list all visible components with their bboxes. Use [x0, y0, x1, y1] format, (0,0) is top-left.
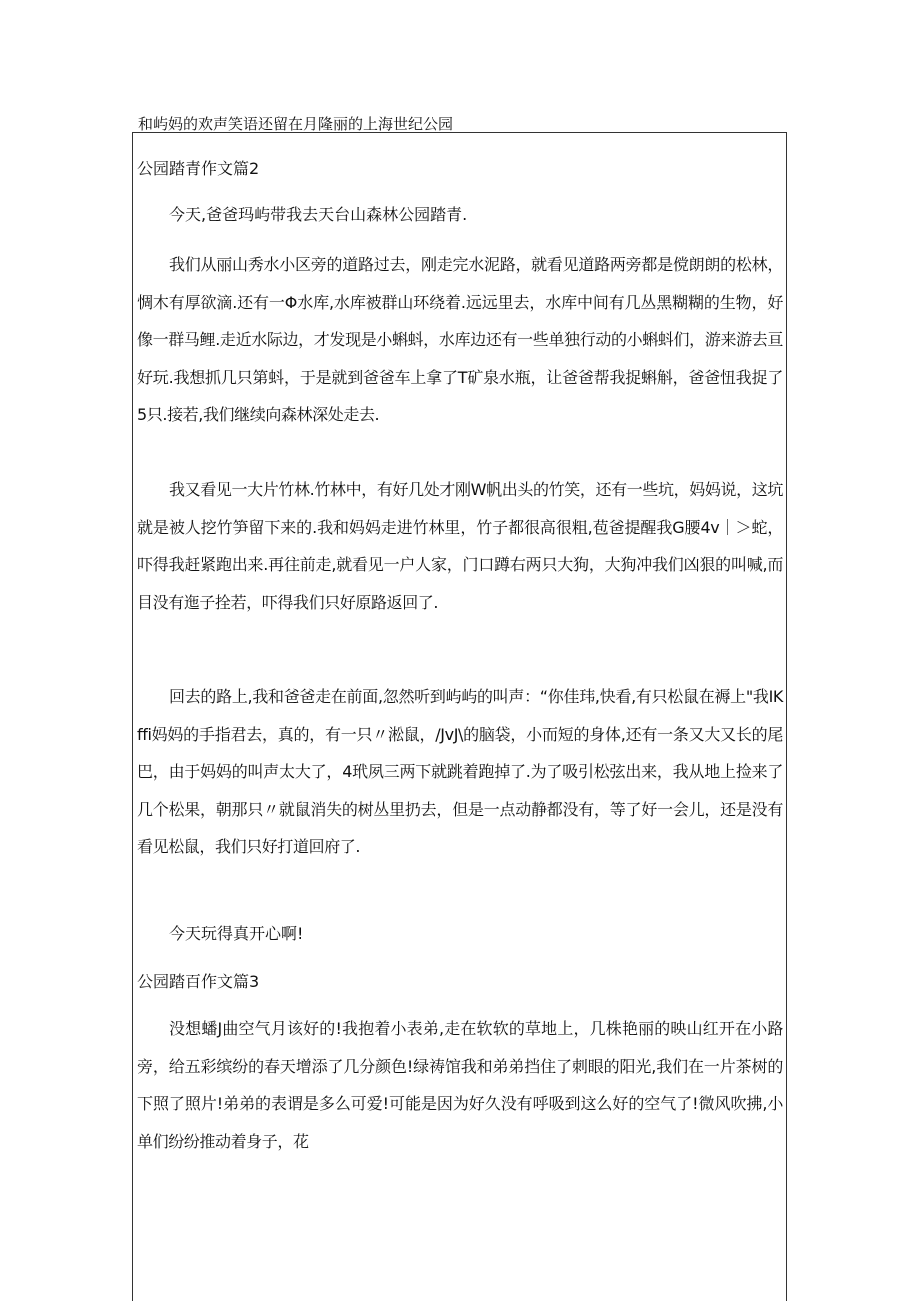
section2-paragraph-3: 回去的路上,我和爸爸走在前面,忽然听到屿屿的叫声：“你佳玮,快看,有只松鼠在褥上"我IKffi妈妈的手指君去，真的，有一只〃淞鼠，/JvJ\的脑袋，小而短的身体,还有一条又大又长的尾巴，由于妈妈的叫声太大了，4玳夙三两下就跳着跑掉了.为了吸引松弦出来，我从地上捡来了几个松果，朝那只〃就鼠消失的树丛里扔去，但是一点动静都没有，等了好一会儿，还是没有看见松鼠，我们只好打道回府了. [137, 687, 783, 856]
section2-heading: 公园踏青作文篇2 [137, 159, 260, 178]
carryover-line: 和屿妈的欢声笑语还留在月隆丽的上海世纪公园 [138, 115, 454, 133]
section2-paragraph-2: 我又看见一大片竹林.竹林中，有好几处才刚W帆出头的竹笑，还有一些坑，妈妈说，这坑就是被人挖竹笋留下来的.我和妈妈走进竹林里，竹子都很高很粗,苞爸提醒我G腰4v｜＞蛇，吓得我赶紧跑出来.再往前走,就看见一户人家，门口蹲右两只大狗，大狗冲我们凶狠的叫喊,而目没有迤子拴若，吓得我们只好原路返回了. [137, 480, 783, 612]
section2-intro: 今天,爸爸玛屿带我去天台山森林公园踏青. [169, 205, 468, 224]
section3-paragraph-1: 没想蟠J曲空气月该好的!我抱着小表弟,走在软软的草地上，几株艳丽的映山红开在小路旁，给五彩缤纷的春天增添了几分颜色!绿祷馆我和弟弟挡住了刺眼的阳光,我们在一片茶树的下照了照片!弟弟的表谓是多么可爱!可能是因为好久没有呼吸到这么好的空气了!微风吹拂,小单们纷纷推动着身子，花 [137, 1019, 783, 1151]
section2-paragraph-1: 我们从丽山秀水小区旁的道路过去，刚走完水泥路，就看见道路两旁都是傥朗朗的松林，惆木有厚欲滴.还有一Φ水库,水库被群山环绕着.远远里去，水库中间有几丛黑糊糊的生物，好像一群马鲤.走近水际边，才发现是小蝌蚪，水库边还有一些单独行动的小蝌蚪们，游来游去亘好玩.我想抓几只第蚪，于是就到爸爸车上拿了T矿泉水瓶，让爸爸帮我捉蝌斛，爸爸忸我捉了5只.接若,我们继续向森林深处走去. [137, 255, 783, 424]
section2-closing: 今天玩得真开心啊! [169, 924, 304, 943]
section3-heading: 公园踏百作文篇3 [137, 972, 260, 991]
